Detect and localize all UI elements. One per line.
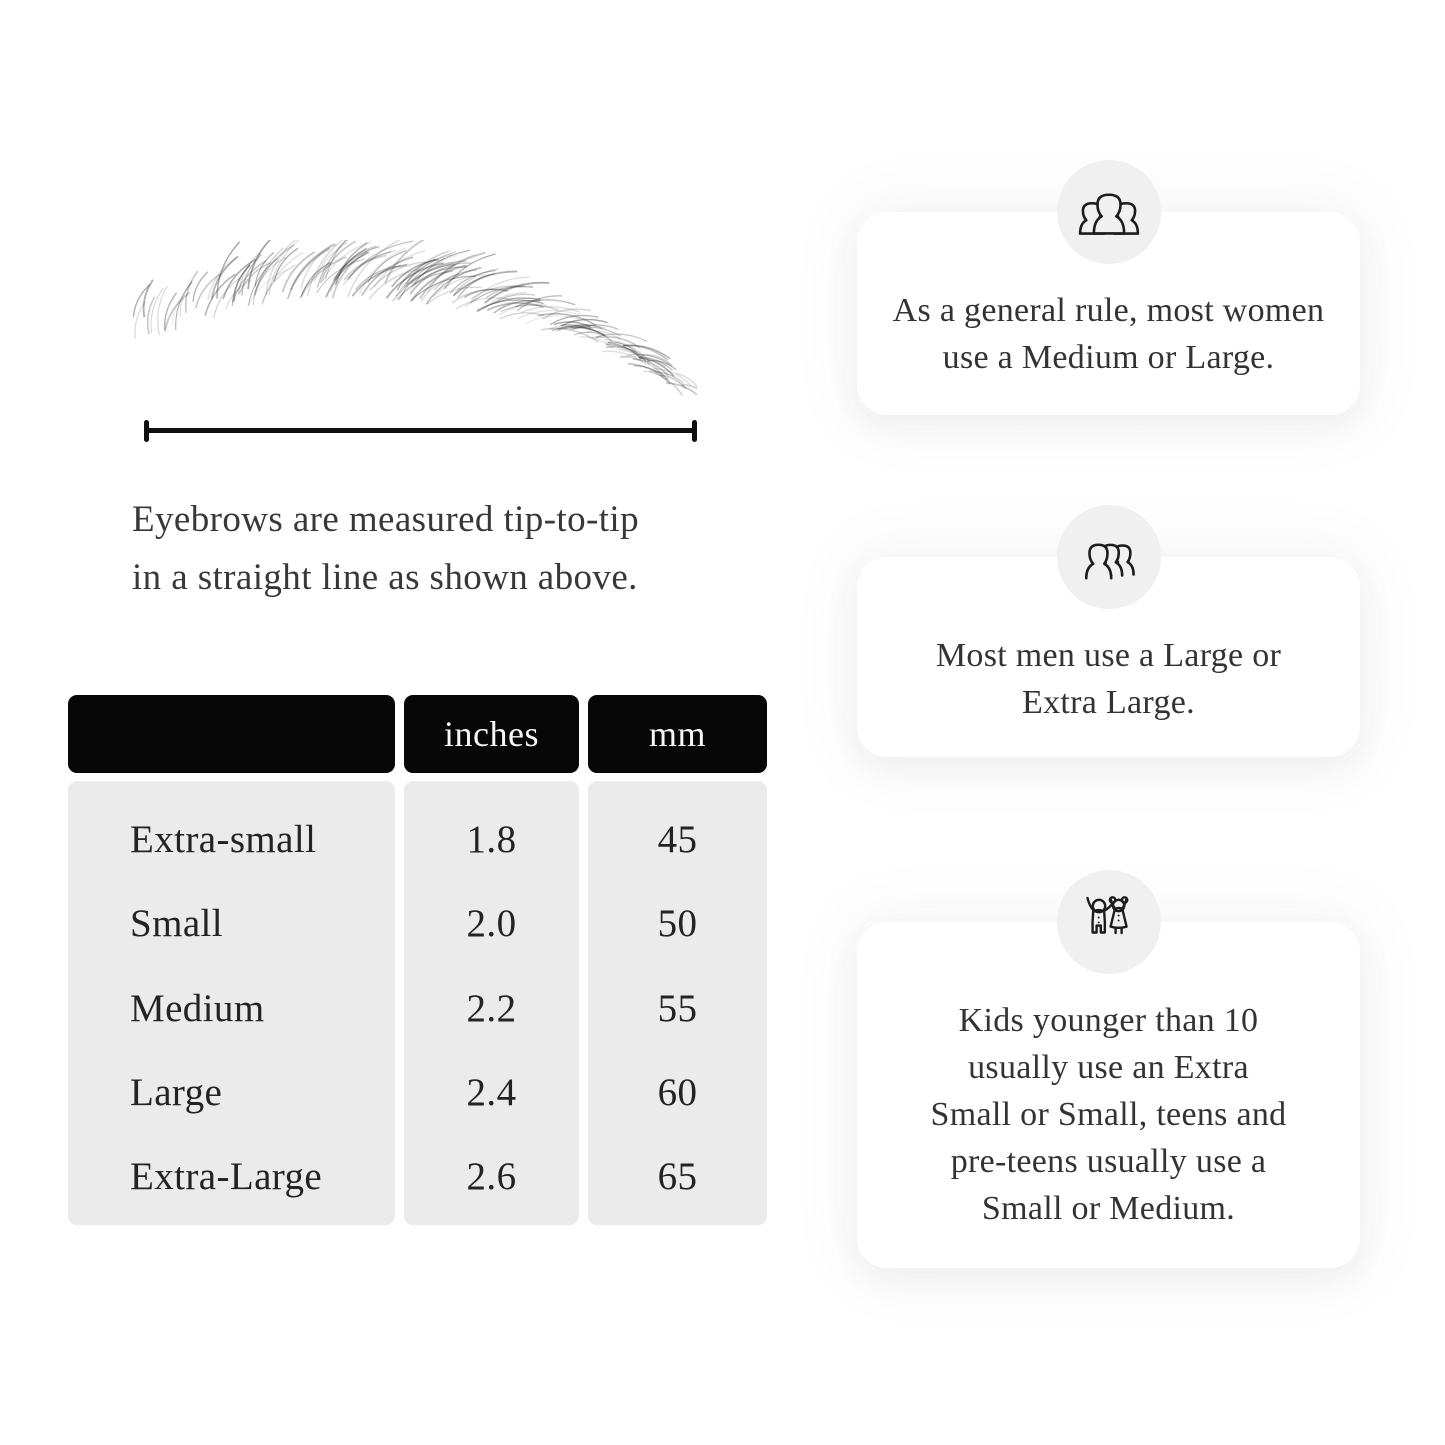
card-text-kids: Kids younger than 10 usually use an Extra Small or Small, teens and pre-teens usually use a Small or Medium.: [930, 1002, 1287, 1227]
caption-line-2: in a straight line as shown above.: [132, 557, 638, 598]
women-group-icon: [1078, 181, 1140, 243]
table-cell-inches: 2.2: [466, 986, 517, 1030]
table-cell-inches: 2.4: [466, 1070, 517, 1114]
table-row-label: Medium: [130, 986, 265, 1030]
table-cell-mm: 45: [657, 817, 698, 861]
table-cell-mm: 60: [657, 1070, 698, 1114]
table-column-inches: [404, 781, 579, 1225]
measurement-line: [144, 420, 697, 442]
table-header-inches: inches: [404, 695, 579, 773]
measurement-line-left-cap: [144, 420, 149, 442]
table-cell-inches: 1.8: [466, 817, 517, 861]
table-column-size: [68, 781, 395, 1225]
table-row-label: Large: [130, 1070, 223, 1114]
icon-circle: [1057, 870, 1161, 974]
table-cell-mm: 65: [657, 1155, 698, 1199]
measurement-caption: [132, 491, 732, 607]
table-row-label: Small: [130, 902, 224, 946]
icon-circle: [1057, 505, 1161, 609]
men-group-icon: [1078, 526, 1140, 588]
icon-circle: [1057, 160, 1161, 264]
table-cell-mm: 50: [657, 902, 698, 946]
table-cell-mm: 55: [657, 986, 698, 1030]
table-row-label: Extra-Large: [130, 1155, 323, 1199]
table-column-mm: [588, 781, 767, 1225]
measurement-line-bar: [145, 428, 696, 433]
size-table: [68, 695, 768, 1225]
table-row-label: Extra-small: [130, 817, 317, 861]
table-cell-inches: 2.6: [466, 1155, 517, 1199]
eyebrow-illustration: [112, 240, 697, 400]
card-text-women: As a general rule, most women use a Medium or Large.: [892, 292, 1325, 376]
info-card-men: [857, 557, 1360, 757]
table-header-size: [68, 695, 395, 773]
info-card-kids: [857, 922, 1360, 1268]
caption-line-1: Eyebrows are measured tip-to-tip: [132, 499, 639, 540]
table-header-mm: mm: [588, 695, 767, 773]
info-card-women: [857, 212, 1360, 415]
table-cell-inches: 2.0: [466, 902, 517, 946]
measurement-line-right-cap: [692, 420, 697, 442]
kids-icon: [1077, 890, 1141, 954]
card-text-men: Most men use a Large or Extra Large.: [935, 637, 1282, 721]
